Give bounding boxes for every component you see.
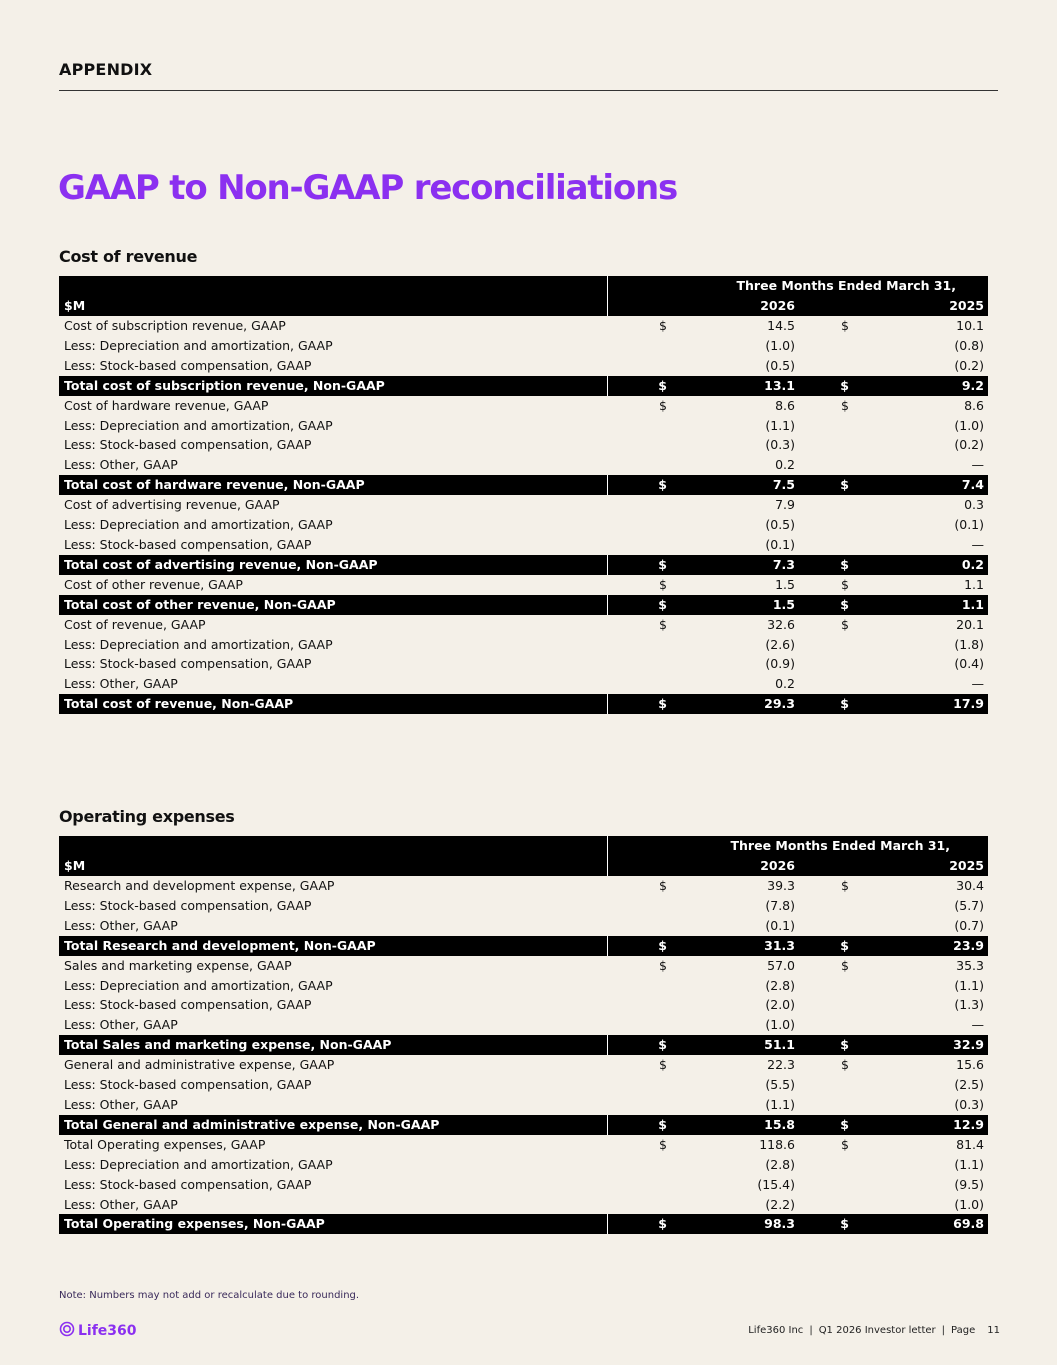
value-2025: (0.7) xyxy=(954,917,984,933)
value-2026: 0.2 xyxy=(775,457,795,473)
page-title: GAAP to Non-GAAP reconciliations xyxy=(58,168,678,208)
value-2026: (1.1) xyxy=(765,417,795,433)
row-label: Total Sales and marketing expense, Non-GAAP xyxy=(59,1035,607,1055)
currency-symbol-2026 xyxy=(607,435,671,455)
value-2026: (2.8) xyxy=(765,1156,795,1172)
value-2026: 1.5 xyxy=(775,576,795,592)
value-2026: 8.6 xyxy=(775,397,795,413)
row-label: Total Operating expenses, GAAP xyxy=(64,1136,266,1152)
table-row xyxy=(59,615,988,635)
value-2025: 0.2 xyxy=(853,555,988,575)
table-row xyxy=(59,535,988,555)
row-label: Total cost of other revenue, Non-GAAP xyxy=(59,595,607,615)
table-header-row xyxy=(59,836,988,856)
value-2026: (2.0) xyxy=(765,997,795,1013)
row-label: Less: Stock-based compensation, GAAP xyxy=(64,437,312,453)
footer-page-label: Page xyxy=(951,1325,976,1336)
value-2026: 0.2 xyxy=(775,676,795,692)
value-2025: (1.3) xyxy=(954,997,984,1013)
value-2026: (5.5) xyxy=(765,1077,795,1093)
value-2025: 8.6 xyxy=(964,397,984,413)
currency-symbol-2026 xyxy=(607,515,671,535)
currency-symbol-2025: $ xyxy=(841,878,849,893)
value-2025: — xyxy=(971,1017,984,1033)
value-2025: 69.8 xyxy=(853,1214,988,1234)
value-2025: 15.6 xyxy=(956,1057,984,1073)
value-2026: 118.6 xyxy=(759,1136,795,1152)
value-2026: (0.9) xyxy=(765,656,795,672)
year-2025-header: 2025 xyxy=(853,296,988,316)
value-2025: 7.4 xyxy=(853,475,988,495)
table-total-row xyxy=(59,1115,988,1135)
row-label: Less: Depreciation and amortization, GAAP xyxy=(64,417,333,433)
currency-symbol-2025 xyxy=(799,1015,853,1035)
table-header-row xyxy=(59,296,988,316)
currency-symbol-2026 xyxy=(607,654,671,674)
row-label: General and administrative expense, GAAP xyxy=(64,1057,335,1073)
value-2025: 30.4 xyxy=(956,878,984,893)
cost-of-revenue-table xyxy=(59,276,988,714)
value-2026: (0.1) xyxy=(765,917,795,933)
value-2026: (1.0) xyxy=(765,337,795,353)
value-2025: (0.1) xyxy=(954,517,984,533)
value-2025: (1.1) xyxy=(954,977,984,993)
table-row xyxy=(59,674,988,694)
value-2026: 57.0 xyxy=(767,957,795,973)
row-label: Total General and administrative expense, Non-GAAP xyxy=(59,1115,607,1135)
currency-symbol-2025: $ xyxy=(799,376,853,396)
currency-symbol-2025 xyxy=(799,896,853,916)
table-row xyxy=(59,435,988,455)
currency-symbol-2025: $ xyxy=(841,1136,849,1152)
currency-symbol-2026: $ xyxy=(659,616,667,632)
row-label: Less: Stock-based compensation, GAAP xyxy=(64,357,312,373)
value-2026: 1.5 xyxy=(671,595,799,615)
footer-page-number: 11 xyxy=(987,1325,1000,1336)
value-2025: 23.9 xyxy=(853,936,988,956)
table-row xyxy=(59,896,988,916)
table-row xyxy=(59,575,988,595)
value-2026: 29.3 xyxy=(671,694,799,714)
currency-symbol-2025 xyxy=(799,435,853,455)
value-2025: 35.3 xyxy=(956,957,984,973)
row-label: Total Research and development, Non-GAAP xyxy=(59,936,607,956)
currency-symbol-2026 xyxy=(607,336,671,356)
value-2025: (0.4) xyxy=(954,656,984,672)
currency-symbol-2026: $ xyxy=(607,475,671,495)
currency-symbol-2025 xyxy=(799,515,853,535)
value-2026: (7.8) xyxy=(765,897,795,913)
footer-company: Life360 Inc xyxy=(748,1325,804,1336)
table-row xyxy=(59,1155,988,1175)
period-header: Three Months Ended March 31, xyxy=(730,838,950,853)
row-label: Total cost of revenue, Non-GAAP xyxy=(59,694,607,714)
value-2026: 32.6 xyxy=(767,616,795,632)
currency-symbol-2026: $ xyxy=(659,576,667,592)
currency-symbol-2026 xyxy=(607,1175,671,1195)
row-label: Less: Depreciation and amortization, GAAP xyxy=(64,977,333,993)
currency-symbol-2026 xyxy=(607,995,671,1015)
currency-symbol-2026 xyxy=(607,1095,671,1115)
row-label: Less: Stock-based compensation, GAAP xyxy=(64,656,312,672)
value-2026: (2.6) xyxy=(765,636,795,652)
currency-symbol-2026 xyxy=(607,674,671,694)
currency-symbol-2026 xyxy=(607,495,671,515)
currency-symbol-2026: $ xyxy=(659,1136,667,1152)
header-rule xyxy=(59,90,998,91)
currency-symbol-2025 xyxy=(799,1075,853,1095)
year-2026-header: 2026 xyxy=(671,296,799,316)
value-2025: 9.2 xyxy=(853,376,988,396)
row-label: Total cost of hardware revenue, Non-GAAP xyxy=(59,475,607,495)
row-label: Less: Depreciation and amortization, GAAP xyxy=(64,1156,333,1172)
value-2025: (0.2) xyxy=(954,437,984,453)
value-2025: — xyxy=(971,676,984,692)
table-row xyxy=(59,416,988,436)
footer-document: Q1 2026 Investor letter xyxy=(818,1325,936,1336)
value-2025: 81.4 xyxy=(956,1136,984,1152)
row-label: Less: Stock-based compensation, GAAP xyxy=(64,897,312,913)
currency-symbol-2025 xyxy=(799,635,853,655)
value-2025: 0.3 xyxy=(964,497,984,513)
table-total-row xyxy=(59,475,988,495)
value-2025: (1.0) xyxy=(954,1196,984,1212)
currency-symbol-2025: $ xyxy=(799,1115,853,1135)
value-2025: (2.5) xyxy=(954,1077,984,1093)
currency-symbol-2026 xyxy=(607,1075,671,1095)
value-2025: (1.0) xyxy=(954,417,984,433)
currency-symbol-2025: $ xyxy=(799,475,853,495)
table-total-row xyxy=(59,936,988,956)
table-header-row xyxy=(59,856,988,876)
row-label: Total cost of subscription revenue, Non-GAAP xyxy=(59,376,607,396)
table-total-row xyxy=(59,555,988,575)
table-total-row xyxy=(59,595,988,615)
value-2026: 22.3 xyxy=(767,1057,795,1073)
currency-symbol-2026: $ xyxy=(607,1035,671,1055)
currency-symbol-2025: $ xyxy=(841,576,849,592)
value-2025: 20.1 xyxy=(956,616,984,632)
currency-symbol-2026: $ xyxy=(607,376,671,396)
table-row xyxy=(59,316,988,336)
value-2026: (0.3) xyxy=(765,437,795,453)
currency-symbol-2025: $ xyxy=(799,1035,853,1055)
currency-symbol-2026: $ xyxy=(607,1115,671,1135)
value-2025: (9.5) xyxy=(954,1176,984,1192)
row-label: Cost of advertising revenue, GAAP xyxy=(64,497,280,513)
operating-expenses-table xyxy=(59,836,988,1234)
value-2025: (0.2) xyxy=(954,357,984,373)
currency-symbol-2025 xyxy=(799,356,853,376)
currency-symbol-2025: $ xyxy=(799,595,853,615)
value-2026: 14.5 xyxy=(767,318,795,333)
currency-symbol-2026 xyxy=(607,916,671,936)
value-2025: — xyxy=(971,536,984,552)
table-row xyxy=(59,1055,988,1075)
value-2026: (1.0) xyxy=(765,1017,795,1033)
logo-text: Life360 xyxy=(78,1323,137,1339)
year-2026-header: 2026 xyxy=(671,856,799,876)
row-label: Less: Other, GAAP xyxy=(64,457,178,473)
currency-symbol-2026 xyxy=(607,455,671,475)
table-row xyxy=(59,1095,988,1115)
currency-symbol-2025 xyxy=(799,916,853,936)
table-row xyxy=(59,1015,988,1035)
currency-symbol-2026: $ xyxy=(659,318,667,333)
currency-symbol-2025: $ xyxy=(841,1057,849,1073)
table-row xyxy=(59,956,988,976)
row-label: Cost of other revenue, GAAP xyxy=(64,576,243,592)
row-label: Less: Stock-based compensation, GAAP xyxy=(64,536,312,552)
currency-symbol-2026: $ xyxy=(607,694,671,714)
year-2025-header: 2025 xyxy=(853,856,988,876)
table-row xyxy=(59,455,988,475)
currency-symbol-2025 xyxy=(799,674,853,694)
value-2025: (1.8) xyxy=(954,636,984,652)
value-2026: 51.1 xyxy=(671,1035,799,1055)
value-2025: 10.1 xyxy=(956,318,984,333)
currency-symbol-2025 xyxy=(799,1095,853,1115)
value-2025: (5.7) xyxy=(954,897,984,913)
row-label: Less: Other, GAAP xyxy=(64,676,178,692)
table-row xyxy=(59,1195,988,1215)
footer-logo xyxy=(59,1321,137,1341)
value-2026: (0.5) xyxy=(765,517,795,533)
row-label: Less: Stock-based compensation, GAAP xyxy=(64,1077,312,1093)
table-row xyxy=(59,356,988,376)
table-row xyxy=(59,635,988,655)
currency-symbol-2025 xyxy=(799,1155,853,1175)
value-2026: (1.1) xyxy=(765,1096,795,1112)
operating-expenses-title: Operating expenses xyxy=(59,807,235,826)
row-label: Research and development expense, GAAP xyxy=(64,878,335,893)
row-label: Cost of subscription revenue, GAAP xyxy=(64,318,286,333)
table-total-row xyxy=(59,694,988,714)
currency-symbol-2025 xyxy=(799,654,853,674)
currency-symbol-2026 xyxy=(607,976,671,996)
value-2026: 7.5 xyxy=(671,475,799,495)
currency-symbol-2026: $ xyxy=(607,936,671,956)
currency-symbol-2025: $ xyxy=(799,936,853,956)
value-2026: 7.3 xyxy=(671,555,799,575)
value-2025: (0.3) xyxy=(954,1096,984,1112)
value-2026: 39.3 xyxy=(767,878,795,893)
value-2026: 15.8 xyxy=(671,1115,799,1135)
unit-label: $M xyxy=(59,296,607,316)
life360-logo-icon xyxy=(59,1321,75,1341)
row-label: Total cost of advertising revenue, Non-GAAP xyxy=(59,555,607,575)
currency-symbol-2026: $ xyxy=(607,1214,671,1234)
table-row xyxy=(59,654,988,674)
value-2026: (0.5) xyxy=(765,357,795,373)
value-2026: (2.8) xyxy=(765,977,795,993)
footnote: Note: Numbers may not add or recalculate due to rounding. xyxy=(59,1290,360,1301)
table-header-row xyxy=(59,276,988,296)
value-2025: 32.9 xyxy=(853,1035,988,1055)
row-label: Less: Stock-based compensation, GAAP xyxy=(64,1176,312,1192)
row-label: Less: Depreciation and amortization, GAAP xyxy=(64,337,333,353)
currency-symbol-2026 xyxy=(607,1015,671,1035)
currency-symbol-2026: $ xyxy=(659,1057,667,1073)
value-2026: 31.3 xyxy=(671,936,799,956)
row-label: Less: Depreciation and amortization, GAAP xyxy=(64,636,333,652)
currency-symbol-2025 xyxy=(799,1195,853,1215)
currency-symbol-2026 xyxy=(607,896,671,916)
period-header: Three Months Ended March 31, xyxy=(736,278,956,293)
value-2025: — xyxy=(971,457,984,473)
currency-symbol-2025 xyxy=(799,416,853,436)
currency-symbol-2026 xyxy=(607,535,671,555)
row-label: Cost of hardware revenue, GAAP xyxy=(64,397,269,413)
currency-symbol-2026 xyxy=(607,416,671,436)
value-2025: (1.1) xyxy=(954,1156,984,1172)
unit-label: $M xyxy=(59,856,607,876)
table-total-row xyxy=(59,1035,988,1055)
currency-symbol-2026 xyxy=(607,1195,671,1215)
value-2025: 17.9 xyxy=(853,694,988,714)
currency-symbol-2025: $ xyxy=(799,1214,853,1234)
value-2026: (15.4) xyxy=(757,1176,795,1192)
cost-of-revenue-title: Cost of revenue xyxy=(59,247,198,266)
currency-symbol-2026 xyxy=(607,356,671,376)
currency-symbol-2025: $ xyxy=(841,957,849,973)
currency-symbol-2025 xyxy=(799,455,853,475)
table-row xyxy=(59,515,988,535)
currency-symbol-2025: $ xyxy=(841,397,849,413)
row-label: Less: Other, GAAP xyxy=(64,1196,178,1212)
currency-symbol-2025 xyxy=(799,976,853,996)
table-row xyxy=(59,995,988,1015)
value-2025: 1.1 xyxy=(964,576,984,592)
section-label: APPENDIX xyxy=(59,60,153,79)
row-label: Less: Other, GAAP xyxy=(64,1017,178,1033)
currency-symbol-2025 xyxy=(799,495,853,515)
currency-symbol-2025 xyxy=(799,995,853,1015)
table-row xyxy=(59,495,988,515)
table-total-row xyxy=(59,376,988,396)
footer-info: Life360 Inc | Q1 2026 Investor letter | Page 11 xyxy=(748,1325,1000,1336)
currency-symbol-2026: $ xyxy=(659,878,667,893)
table-row xyxy=(59,1135,988,1155)
currency-symbol-2025: $ xyxy=(841,616,849,632)
currency-symbol-2026 xyxy=(607,1155,671,1175)
row-label: Cost of revenue, GAAP xyxy=(64,616,206,632)
table-row xyxy=(59,876,988,896)
table-row xyxy=(59,1075,988,1095)
currency-symbol-2025 xyxy=(799,535,853,555)
row-label: Less: Other, GAAP xyxy=(64,917,178,933)
currency-symbol-2026: $ xyxy=(607,595,671,615)
table-row xyxy=(59,976,988,996)
table-row xyxy=(59,916,988,936)
row-label: Total Operating expenses, Non-GAAP xyxy=(59,1214,607,1234)
value-2025: (0.8) xyxy=(954,337,984,353)
row-label: Less: Other, GAAP xyxy=(64,1096,178,1112)
value-2025: 1.1 xyxy=(853,595,988,615)
currency-symbol-2026: $ xyxy=(607,555,671,575)
value-2026: 13.1 xyxy=(671,376,799,396)
value-2026: (0.1) xyxy=(765,536,795,552)
currency-symbol-2025: $ xyxy=(799,694,853,714)
currency-symbol-2026: $ xyxy=(659,397,667,413)
table-row xyxy=(59,336,988,356)
value-2025: 12.9 xyxy=(853,1115,988,1135)
currency-symbol-2025: $ xyxy=(841,318,849,333)
table-row xyxy=(59,1175,988,1195)
currency-symbol-2025 xyxy=(799,336,853,356)
row-label: Less: Depreciation and amortization, GAAP xyxy=(64,517,333,533)
currency-symbol-2026 xyxy=(607,635,671,655)
currency-symbol-2025: $ xyxy=(799,555,853,575)
table-total-row xyxy=(59,1214,988,1234)
row-label: Sales and marketing expense, GAAP xyxy=(64,957,292,973)
currency-symbol-2025 xyxy=(799,1175,853,1195)
value-2026: 98.3 xyxy=(671,1214,799,1234)
row-label: Less: Stock-based compensation, GAAP xyxy=(64,997,312,1013)
currency-symbol-2026: $ xyxy=(659,957,667,973)
value-2026: (2.2) xyxy=(765,1196,795,1212)
value-2026: 7.9 xyxy=(775,497,795,513)
table-row xyxy=(59,396,988,416)
